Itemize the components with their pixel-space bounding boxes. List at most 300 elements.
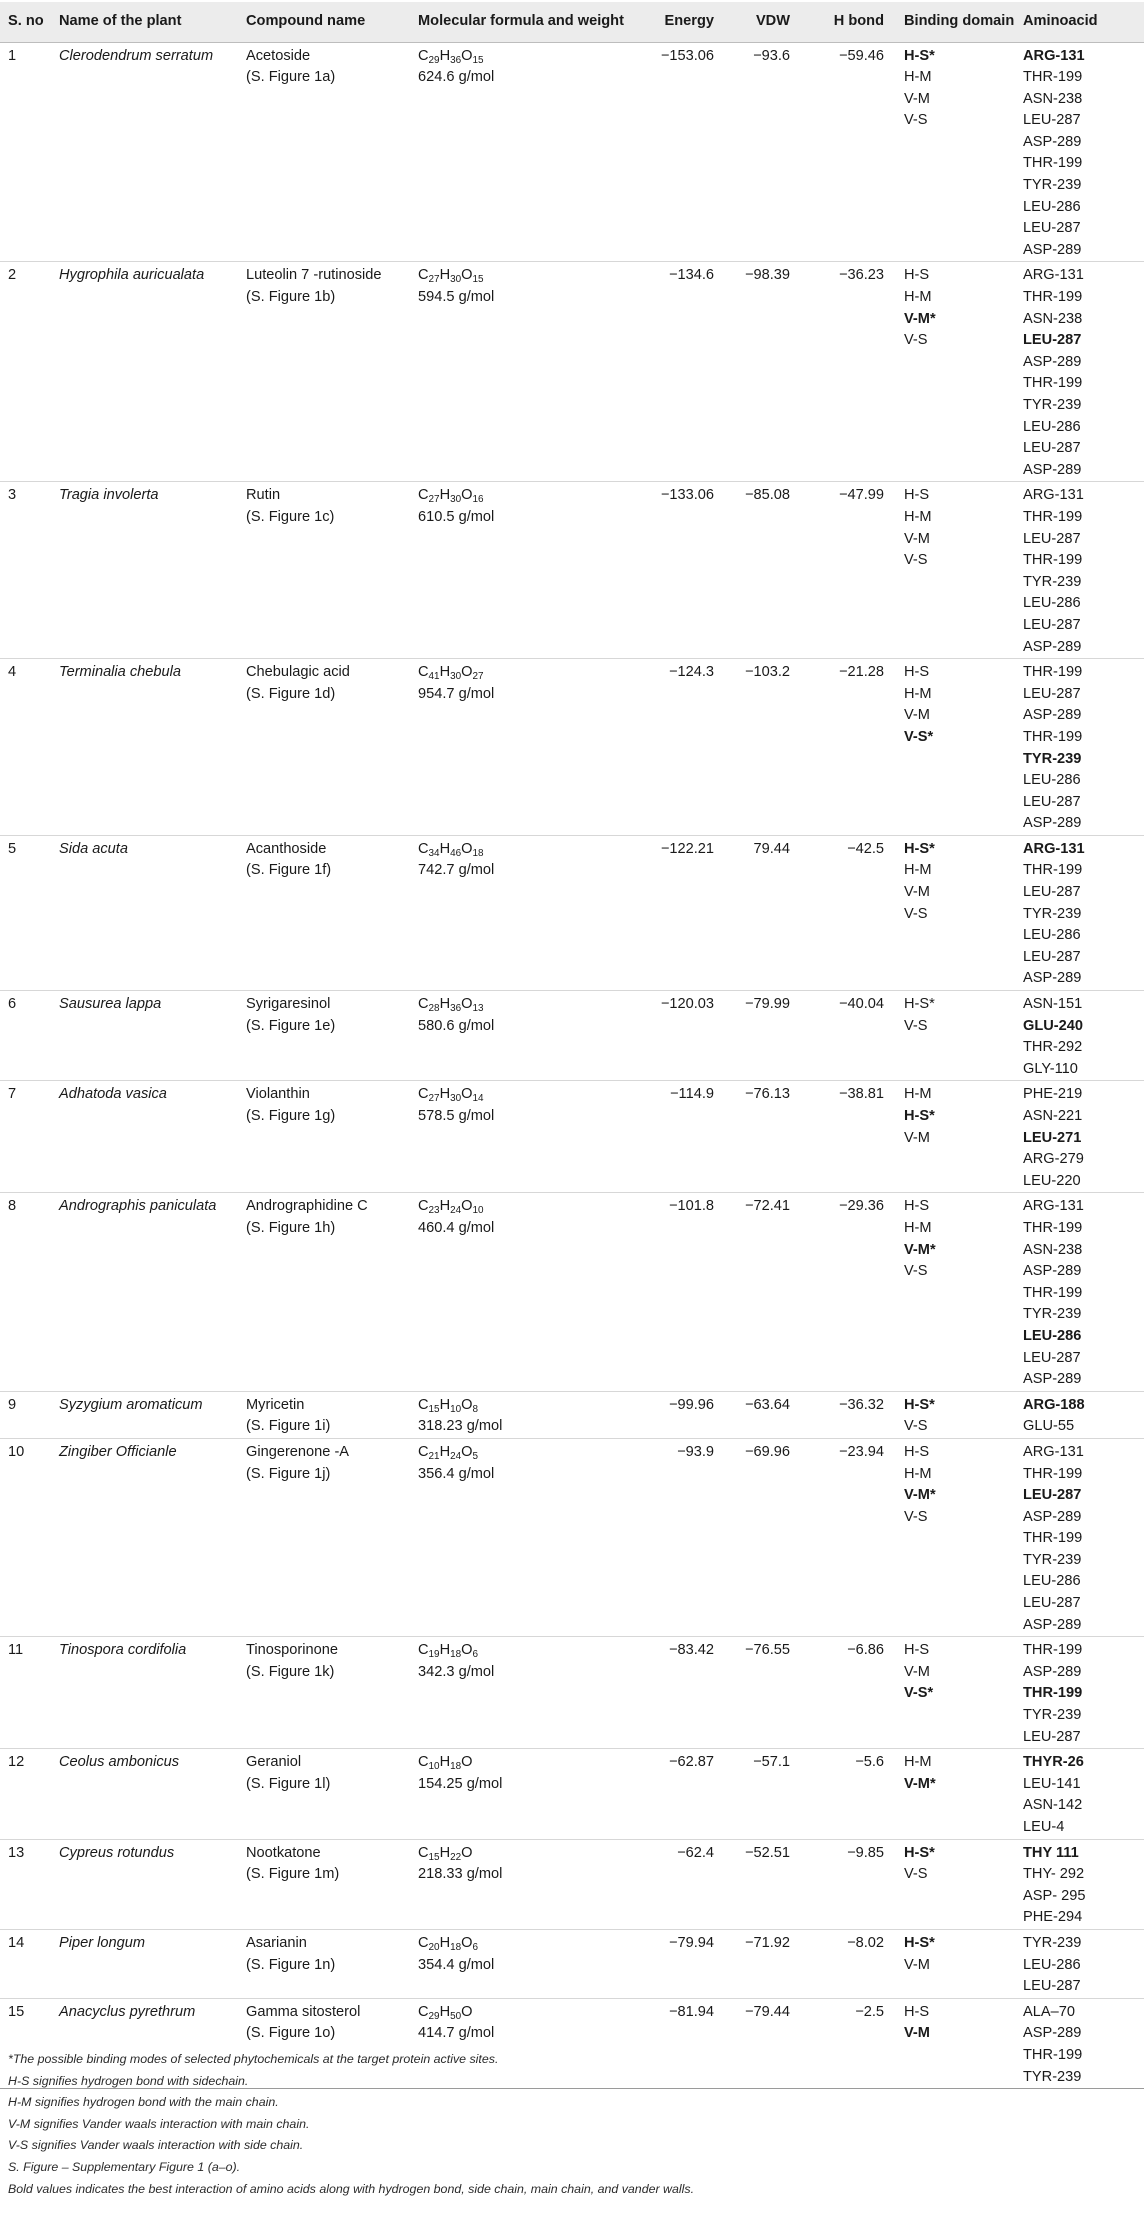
table-row [0,42,1144,262]
header-sno: S. no [0,2,51,42]
cell-hbond [802,835,896,990]
sno-value: 15 [8,2003,25,2020]
table-row [0,482,1144,659]
cell-plant [51,835,238,990]
cell-aminoacid [1015,1193,1144,1391]
cell-energy [639,1438,726,1636]
aminoacid-item: LEU-287 [1023,1595,1081,1612]
formula-element: O [461,267,473,284]
formula-element: C [418,1086,429,1103]
energy-value: −62.4 [677,1844,714,1861]
table-row [0,1749,1144,1839]
cell-sno [0,991,51,1081]
figure-reference: (S. Figure 1h) [246,1219,336,1236]
figure-reference: (S. Figure 1a) [246,69,336,86]
cell-plant [51,1637,238,1749]
footnote-line: Bold values indicates the best interaction of amino acids along with hydrogen bond, side chain, main chain, and vander walls. [8,2181,695,2196]
formula-count: 13 [472,1002,484,1014]
cell-compound [238,1391,410,1438]
aminoacid-item: THY 111 [1023,1844,1079,1861]
figure-reference: (S. Figure 1i) [246,1418,331,1435]
aminoacid-item: ASP-289 [1023,1616,1082,1633]
cell-formula [410,835,639,990]
formula-count: 19 [428,1649,440,1661]
cell-hbond [802,1929,896,1998]
formula-element: H [439,840,451,857]
molecular-formula [418,1640,639,1662]
formula-count: 10 [472,1205,484,1217]
aminoacid-item: LEU-286 [1023,927,1081,944]
molecular-formula [418,1084,639,1106]
molecular-formula [418,994,639,1016]
formula-count: 24 [450,1205,462,1217]
binding-domain-item: H-S* [904,1396,935,1413]
binding-domain-item: V-S [904,905,928,922]
binding-domain-item: V-M* [904,310,936,327]
cell-formula [410,1637,639,1749]
plant-name: Sausurea lappa [59,996,162,1013]
footnote-line: V-S signifies Vander waals interaction with side chain. [8,2138,304,2153]
aminoacid-item: ASP-289 [1023,815,1082,832]
binding-domain-item: V-S [904,552,928,569]
aminoacid-item: THR-199 [1023,1685,1083,1702]
formula-element: O [461,1642,473,1659]
plant-name: Ceolus ambonicus [59,1754,180,1771]
aminoacid-item: THR-199 [1023,1284,1083,1301]
aminoacid-item: ASP-289 [1023,1663,1082,1680]
sno-value: 13 [8,1844,25,1861]
aminoacid-item: ALA–70 [1023,2003,1075,2020]
aminoacid-item: THYR-26 [1023,1754,1084,1771]
formula-count: 30 [450,494,462,506]
binding-domain-item: H-M [904,1754,932,1771]
cell-formula [410,1438,639,1636]
cell-plant [51,1929,238,1998]
formula-element: O [461,840,473,857]
energy-value: −81.94 [668,2003,714,2020]
compound-name: Acanthoside [246,840,327,857]
aminoacid-item: LEU-286 [1023,1956,1081,1973]
aminoacid-item: LEU-287 [1023,884,1081,901]
aminoacid-item: TYR-239 [1023,905,1082,922]
formula-element: O [461,996,473,1013]
aminoacid-item: THR-199 [1023,1530,1083,1547]
cell-sno [0,1391,51,1438]
cell-compound [238,1193,410,1391]
sno-value: 9 [8,1396,17,1413]
molecular-weight: 594.5 g/mol [418,289,495,306]
vdw-value: −93.6 [753,47,790,64]
cell-vdw [726,835,802,990]
binding-domain-item: V-M [904,707,930,724]
cell-plant [51,1193,238,1391]
table-row [0,1193,1144,1391]
aminoacid-item: LEU-287 [1023,440,1081,457]
cell-hbond [802,262,896,482]
compound-name: Syrigaresinol [246,996,331,1013]
cell-aminoacid [1015,1438,1144,1636]
aminoacid-item: THR-199 [1023,552,1083,569]
formula-element: O [461,1198,473,1215]
cell-vdw [726,482,802,659]
cell-vdw [726,1637,802,1749]
molecular-formula [418,2002,639,2024]
cell-sno [0,262,51,482]
formula-element: C [418,1934,429,1951]
molecular-weight: 342.3 g/mol [418,1663,495,1680]
table-row [0,262,1144,482]
cell-compound [238,262,410,482]
formula-element: C [418,1754,429,1771]
figure-reference: (S. Figure 1n) [246,1956,336,1973]
molecular-formula [418,46,639,68]
aminoacid-item: ARG-131 [1023,840,1085,857]
molecular-formula [418,839,639,861]
cell-formula [410,42,639,262]
formula-count: 30 [450,274,462,286]
binding-domain-item: H-S* [904,1844,935,1861]
hbond-value: −42.5 [847,840,884,857]
header-binding-domain: Binding domain [896,2,1015,42]
compound-name: Rutin [246,487,281,504]
energy-value: −114.9 [670,1086,714,1103]
aminoacid-item: ASP-289 [1023,1263,1082,1280]
compound-name: Nootkatone [246,1844,321,1861]
formula-count: 16 [472,494,484,506]
formula-element: C [418,1198,429,1215]
aminoacid-item: THR-199 [1023,728,1083,745]
compound-name: Tinosporinone [246,1642,338,1659]
formula-count: 27 [428,494,440,506]
binding-domain-item: H-S [904,487,930,504]
cell-plant [51,262,238,482]
aminoacid-item: LEU-287 [1023,1978,1081,1995]
cell-vdw [726,1391,802,1438]
aminoacid-item: LEU-286 [1023,1573,1081,1590]
hbond-value: −6.86 [847,1642,884,1659]
cell-energy [639,1081,726,1193]
cell-vdw [726,262,802,482]
vdw-value: −79.99 [744,996,790,1013]
aminoacid-item: THY- 292 [1023,1866,1085,1883]
aminoacid-item: TYR-239 [1023,750,1082,767]
vdw-value: −79.44 [744,2003,790,2020]
energy-value: −83.42 [668,1642,714,1659]
cell-aminoacid [1015,659,1144,836]
aminoacid-item: TYR-239 [1023,1306,1082,1323]
cell-sno [0,659,51,836]
formula-count: 29 [428,54,440,66]
cell-vdw [726,991,802,1081]
cell-sno [0,1637,51,1749]
binding-domain-item: V-M* [904,1241,936,1258]
cell-plant [51,1839,238,1929]
formula-count: 15 [472,274,484,286]
molecular-weight: 610.5 g/mol [418,508,495,525]
molecular-weight: 742.7 g/mol [418,862,495,879]
cell-vdw [726,1839,802,1929]
molecular-weight: 154.25 g/mol [418,1775,503,1792]
hbond-value: −23.94 [838,1443,884,1460]
binding-domain-item: H-M [904,685,932,702]
formula-count: 15 [472,54,484,66]
cell-aminoacid [1015,1081,1144,1193]
aminoacid-item: TYR-239 [1023,2068,1082,2085]
hbond-value: −38.81 [838,1086,884,1103]
cell-energy [639,1391,726,1438]
figure-reference: (S. Figure 1f) [246,862,332,879]
formula-count: 41 [428,670,440,682]
binding-domain-item: H-S [904,267,930,284]
cell-hbond [802,1081,896,1193]
binding-domain-item: V-S [904,1866,928,1883]
compound-name: Chebulagic acid [246,664,350,681]
sno-value: 12 [8,1754,25,1771]
formula-count: 27 [428,274,440,286]
binding-domain-item: H-S [904,664,930,681]
hbond-value: −40.04 [838,996,884,1013]
formula-count: 23 [428,1205,440,1217]
plant-name: Syzygium aromaticum [59,1396,203,1413]
formula-element: H [439,1934,451,1951]
header-plant: Name of the plant [51,2,238,42]
binding-domain-item: H-S* [904,1108,935,1124]
cell-hbond [802,1839,896,1929]
aminoacid-item: LEU-286 [1023,1327,1082,1344]
hbond-value: −29.36 [838,1198,884,1215]
binding-domain-item: H-M [904,289,932,306]
binding-domain-item: V-M [904,530,930,547]
aminoacid-item: THR-199 [1023,375,1083,392]
cell-plant [51,1749,238,1839]
cell-aminoacid [1015,835,1144,990]
cell-formula [410,1391,639,1438]
formula-count: 18 [450,1760,462,1772]
cell-sno [0,42,51,262]
figure-reference: (S. Figure 1c) [246,508,335,525]
binding-domain-item: H-M [904,1086,932,1103]
molecular-weight: 460.4 g/mol [418,1219,495,1236]
cell-energy [639,835,726,990]
plant-name: Sida acuta [59,840,128,857]
formula-element: O [461,1086,473,1103]
molecular-formula [418,265,639,287]
aminoacid-item: THR-199 [1023,2046,1083,2063]
molecular-formula [418,485,639,507]
cell-compound [238,1637,410,1749]
formula-element: C [418,487,429,504]
cell-compound [238,1081,410,1193]
formula-count: 8 [472,1403,479,1415]
aminoacid-item: TYR-239 [1023,397,1082,413]
sno-value: 11 [8,1642,24,1659]
figure-reference: (S. Figure 1l) [246,1775,331,1792]
cell-compound [238,835,410,990]
aminoacid-item: ASP- 295 [1023,1887,1086,1904]
molecular-weight: 414.7 g/mol [418,2025,495,2042]
cell-energy [639,1637,726,1749]
formula-element: C [418,1396,429,1413]
aminoacid-item: LEU-286 [1023,198,1081,215]
aminoacid-item: TYR-239 [1023,1707,1082,1724]
vdw-value: −71.92 [744,1934,790,1951]
cell-hbond [802,42,896,262]
formula-element: C [418,840,429,857]
formula-count: 18 [450,1649,462,1661]
cell-compound [238,42,410,262]
sno-value: 5 [8,840,17,857]
table-row [0,1391,1144,1438]
aminoacid-item: ARG-131 [1023,267,1084,284]
footnote-line: H-M signifies hydrogen bond with the main chain. [8,2095,279,2110]
aminoacid-item: ASN-238 [1023,90,1083,107]
cell-formula [410,991,639,1081]
cell-aminoacid [1015,262,1144,482]
formula-count: 10 [428,1760,440,1772]
aminoacid-item: PHE-294 [1023,1909,1083,1926]
formula-count: 28 [428,1002,440,1014]
header-formula: Molecular formula and weight [410,2,639,42]
energy-value: −99.96 [668,1396,714,1413]
cell-vdw [726,1193,802,1391]
compound-name: Acetoside [246,47,311,64]
binding-domain-item: V-S [904,1017,928,1034]
hbond-value: −5.6 [855,1754,884,1771]
compound-name: Gingerenone -A [246,1443,350,1460]
binding-domain-item: H-S [904,1198,930,1215]
aminoacid-item: TYR-239 [1023,573,1082,590]
cell-binding-domain [896,1391,1015,1438]
aminoacid-item: THR-199 [1023,289,1083,306]
aminoacid-item: LEU-220 [1023,1172,1081,1189]
plant-name: Cypreus rotundus [59,1844,175,1861]
sno-value: 7 [8,1086,17,1103]
plant-name: Clerodendrum serratum [59,47,214,64]
figure-reference: (S. Figure 1k) [246,1663,335,1680]
cell-energy [639,991,726,1081]
aminoacid-item: LEU-287 [1023,332,1082,349]
aminoacid-item: ASP-289 [1023,2025,1082,2042]
aminoacid-item: ASP-289 [1023,133,1082,150]
energy-value: −93.9 [677,1443,714,1460]
binding-domain-item: V-M [904,90,930,107]
hbond-value: −36.23 [838,267,884,284]
cell-vdw [726,1929,802,1998]
formula-element: O [461,1934,473,1951]
cell-plant [51,42,238,262]
cell-energy [639,42,726,262]
formula-count: 24 [450,1450,462,1462]
formula-element: H [439,664,451,681]
aminoacid-item: THR-199 [1023,1465,1083,1482]
vdw-value: −72.41 [744,1198,790,1215]
molecular-formula [418,1395,639,1417]
cell-plant [51,482,238,659]
aminoacid-item: ASN-221 [1023,1108,1083,1124]
cell-compound [238,1839,410,1929]
molecular-formula [418,1752,639,1774]
formula-element: C [418,1443,429,1460]
formula-count: 34 [428,847,440,859]
formula-count: 46 [450,847,462,859]
cell-formula [410,1839,639,1929]
energy-value: −153.06 [660,47,714,64]
formula-element: H [439,1086,451,1103]
footnote-line: H-S signifies hydrogen bond with sidechain. [8,2073,249,2088]
formula-element: O [461,47,473,64]
table-row [0,659,1144,836]
cell-compound [238,1929,410,1998]
aminoacid-item: LEU-287 [1023,1349,1081,1366]
aminoacid-item: TYR-239 [1023,1551,1082,1568]
aminoacid-item: THR-199 [1023,508,1083,525]
cell-plant [51,1081,238,1193]
binding-domain-item: H-M [904,1465,932,1482]
vdw-value: −63.64 [744,1396,790,1413]
binding-domain-item: V-M [904,884,930,901]
aminoacid-item: ASP-289 [1023,707,1082,724]
sno-value: 1 [8,47,17,64]
formula-element: H [439,1396,451,1413]
aminoacid-item: GLY-110 [1023,1060,1078,1077]
cell-aminoacid [1015,42,1144,262]
cell-hbond [802,991,896,1081]
molecular-weight: 354.4 g/mol [418,1956,495,1973]
cell-vdw [726,1081,802,1193]
aminoacid-item: TYR-239 [1023,177,1082,194]
cell-energy [639,1193,726,1391]
cell-binding-domain [896,991,1015,1081]
aminoacid-item: ASP-289 [1023,241,1082,258]
aminoacid-item: LEU-141 [1023,1775,1081,1792]
table-row [0,1081,1144,1193]
cell-compound [238,1749,410,1839]
table-row [0,1438,1144,1636]
cell-binding-domain [896,1081,1015,1193]
cell-energy [639,262,726,482]
aminoacid-item: LEU-287 [1023,530,1081,547]
cell-binding-domain [896,1438,1015,1636]
formula-element: C [418,2003,429,2020]
formula-count: 21 [428,1450,440,1462]
binding-domain-item: H-S [904,1642,930,1659]
cell-binding-domain [896,42,1015,262]
energy-value: −133.06 [660,487,714,504]
formula-count: 22 [450,1851,462,1863]
table-row [0,991,1144,1081]
formula-count: 18 [450,1941,462,1953]
plant-name: Anacyclus pyrethrum [59,2003,196,2020]
plant-name: Tragia involerta [59,487,159,504]
aminoacid-item: ASN-142 [1023,1797,1083,1814]
formula-count: 14 [472,1093,484,1105]
cell-plant [51,1391,238,1438]
footnote-line: S. Figure – Supplementary Figure 1 (a–o). [8,2159,241,2174]
header-aminoacid: Aminoacid [1015,2,1144,42]
cell-plant [51,991,238,1081]
formula-element: O [461,1443,473,1460]
aminoacid-item: ASP-289 [1023,461,1082,478]
molecular-weight: 954.7 g/mol [418,685,495,702]
binding-domain-item: H-S* [904,996,935,1013]
binding-domain-item: H-M [904,1219,932,1236]
energy-value: −122.21 [660,840,714,857]
formula-element: H [439,996,451,1013]
compound-name: Myricetin [246,1396,305,1413]
aminoacid-item: ASP-289 [1023,353,1082,370]
table-row [0,835,1144,990]
formula-element: C [418,664,429,681]
